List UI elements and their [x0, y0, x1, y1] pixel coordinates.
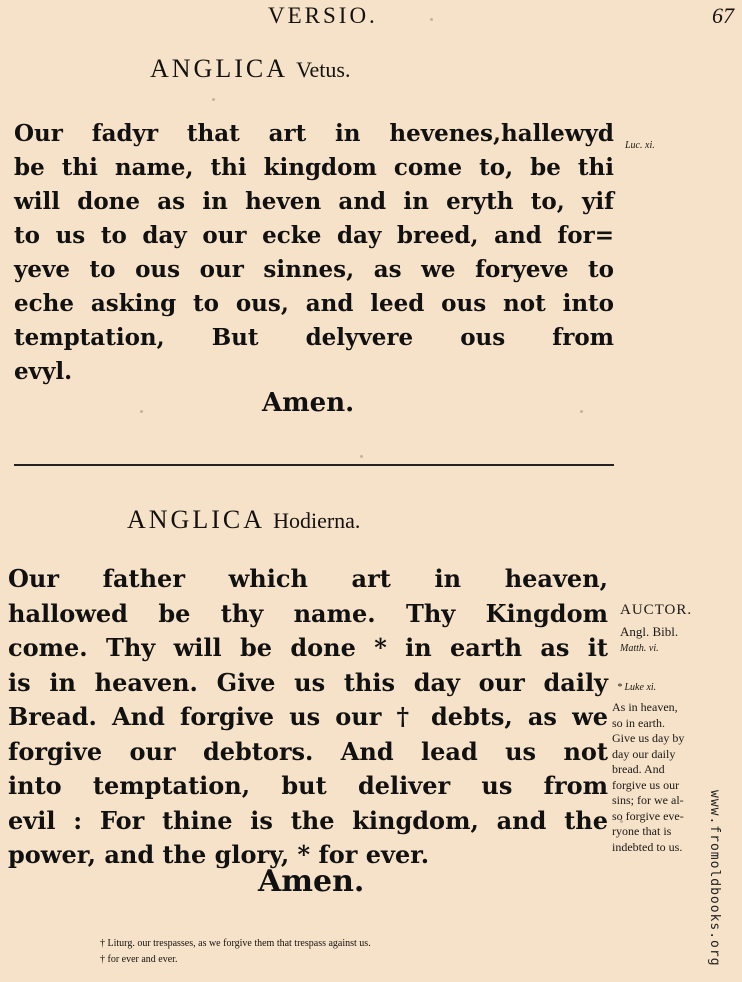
- old-english-paragraph: [14, 117, 614, 389]
- running-head: VERSIO.: [268, 3, 378, 28]
- section-title-old: [150, 54, 350, 84]
- gloss-line: Give us day by: [612, 731, 685, 745]
- old-line: eche asking to ous, and leed ous not into: [14, 290, 614, 317]
- old-line: to us to day our ecke day breed, and for=: [14, 222, 614, 249]
- section-title-old-sub: Vetus.: [296, 57, 351, 82]
- paper-speck: [140, 410, 143, 413]
- margin-note-luc: Luc. xi.: [625, 140, 655, 151]
- footnotes: [100, 936, 371, 968]
- modern-line: Our father which art in heaven,: [8, 564, 608, 593]
- paper-speck: [212, 98, 215, 101]
- section-title-old-caps: ANGLICA: [150, 54, 287, 83]
- modern-line: power, and the glory, * for ever.: [8, 840, 430, 869]
- margin-matth: Matth. vi.: [620, 643, 659, 654]
- modern-english-paragraph: [8, 562, 608, 873]
- paper-speck: [360, 455, 363, 458]
- footnote: † Liturg. our trespasses, as we forgive them that trespass against us.: [100, 938, 371, 949]
- gloss-line: indebted to us.: [612, 839, 683, 854]
- gloss-line: ryone that is: [612, 824, 672, 838]
- section-title-modern-sub: Hodierna.: [273, 508, 361, 533]
- gloss-line: so in earth.: [612, 715, 665, 730]
- paper-speck: [620, 820, 623, 823]
- gloss-line: bread. And: [612, 762, 665, 776]
- modern-line: evil : For thine is the kingdom, and the: [8, 805, 608, 835]
- paper-speck: [430, 18, 433, 21]
- modern-line: is in heaven. Give us this day our daily: [8, 667, 608, 697]
- modern-line: hallowed be thy name. Thy Kingdom: [8, 598, 608, 628]
- section-divider: [14, 464, 614, 466]
- gloss-line: so forgive eve-: [612, 808, 684, 823]
- amen-modern: Amen.: [258, 864, 365, 899]
- gloss-line: As in heaven,: [612, 700, 678, 714]
- gloss-line: day our daily: [612, 746, 676, 761]
- modern-line: come. Thy will be done * in earth as it: [8, 633, 608, 662]
- gloss-line: sins; for we al-: [612, 793, 684, 807]
- old-line: evyl.: [14, 358, 73, 385]
- modern-line: Bread. And forgive us our † debts, as we: [8, 702, 608, 731]
- old-line: will done as in heven and in eryth to, yif: [14, 188, 614, 215]
- section-title-modern-caps: ANGLICA: [127, 505, 264, 534]
- amen-old: Amen.: [262, 388, 355, 418]
- watermark-text: www.fromoldbooks.org: [707, 790, 722, 967]
- modern-line: forgive our debtors. And lead us not: [8, 736, 608, 766]
- old-line: yeve to ous our sinnes, as we foryeve to: [14, 256, 614, 283]
- footnote: † for ever and ever.: [100, 954, 178, 965]
- paper-speck: [580, 410, 583, 413]
- page-number: 67: [712, 3, 734, 28]
- modern-line: into temptation, but deliver us from: [8, 771, 608, 800]
- margin-luke: * Luke xi.: [617, 682, 657, 693]
- old-line: Our fadyr that art in hevenes,hallewyd: [14, 120, 614, 147]
- gloss-line: forgive us our: [612, 777, 680, 792]
- margin-auctor: AUCTOR.: [620, 602, 693, 618]
- margin-angl-bibl: Angl. Bibl.: [620, 624, 679, 639]
- old-line: be thi name, thi kingdom come to, be thi: [14, 154, 614, 181]
- old-line: temptation, But delyvere ous from: [14, 324, 614, 351]
- section-title-modern: [127, 505, 360, 535]
